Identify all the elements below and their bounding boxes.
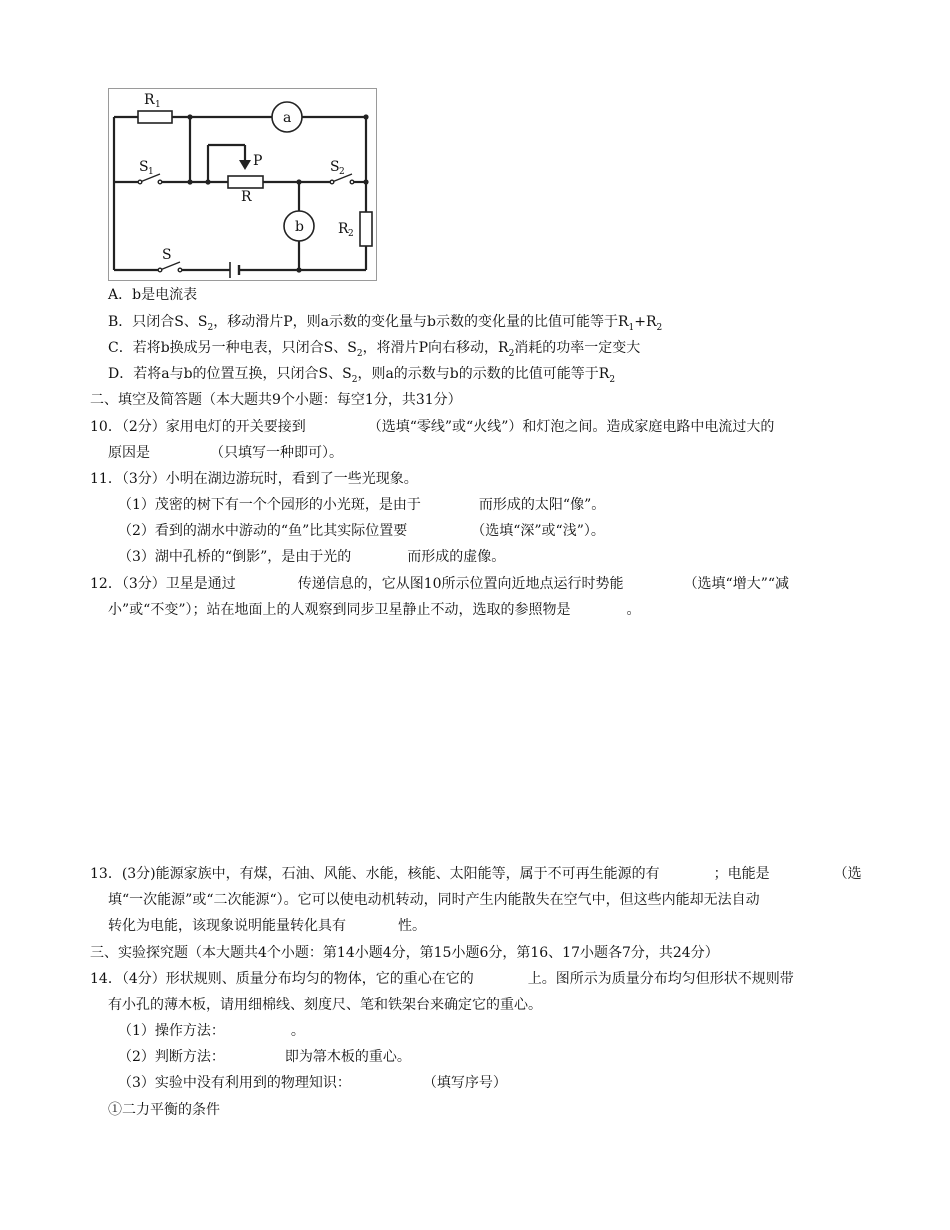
slider-arrow — [239, 160, 251, 170]
section-3-heading: 三、实验探究题（本大题共4个小题：第14小题4分，第15小题6分，第16、17小题各7分，共24分） — [90, 945, 719, 961]
switch-s — [160, 262, 180, 270]
option-d: D．若将a与b的位置互换，只闭合S、$S_2$，则a的示数与b的示数的比值可能等于$R_2$ — [108, 366, 616, 385]
rheostat-r — [228, 176, 263, 188]
q13-line1: 13．(3分)能源家族中，有煤，石油、风能、水能，核能、太阳能等，属于不可再生能源的有 ；电能是 （选 — [90, 866, 862, 882]
q14-part2: （2）判断方法： 即为箒木板的重心。 — [118, 1049, 411, 1065]
option-c: C．若将b换成另一种电表，只闭合S、$S_2$，将滑片P向右移动，$R_2$消耗的功率一定变大 — [108, 340, 641, 359]
q14-line2: 有小孔的薄木板，请用细棉线、刻度尺、笔和铁架台来确定它的重心。 — [108, 997, 542, 1013]
label-a: a — [283, 110, 292, 126]
option-b: B．只闭合S、$S_2$，移动滑片P，则a示数的变化量与b示数的变化量的比值可能等于$R_1+R_2$ — [108, 314, 663, 333]
q12-line2: 小”或“不变”）；站在地面上的人观察到同步卫星静止不动，选取的参照物是 。 — [108, 602, 641, 618]
q11-part3: （3）湖中孔桥的“倒影”，是由于光的 而形成的虚像。 — [118, 549, 506, 565]
q11-head: 11．（3分）小明在湖边游玩时，看到了一些光现象。 — [90, 471, 418, 487]
label-r1: R — [144, 92, 155, 108]
q13-line3: 转化为电能，该现象说明能量转化具有 性。 — [108, 918, 426, 934]
q14-line1: 14．（4分）形状规则、质量分布均匀的物体，它的重心在它的 上。图所示为质量分布均匀但形状不规则带 — [90, 971, 794, 987]
label-s1-sub: 1 — [148, 167, 154, 177]
q10-line2: 原因是 （只填写一种即可）。 — [108, 445, 343, 461]
q13-line2: 填“一次能源”或“二次能源“）。它可以使电动机转动，同时产生内能散失在空气中，但这些内能却无法自动 — [108, 892, 760, 908]
label-r: R — [241, 189, 252, 205]
q11-part2: （2）看到的湖水中游动的“鱼”比其实际位置要 （选填“深”或“浅”）。 — [118, 523, 605, 539]
resistor-r1 — [138, 111, 172, 123]
q14-option-1: ①二力平衡的条件 — [108, 1102, 220, 1118]
label-s: S — [162, 247, 172, 263]
label-r2-sub: 2 — [348, 229, 354, 239]
label-r1-sub: 1 — [155, 100, 161, 110]
label-p: P — [253, 153, 263, 169]
q12-line1: 12．（3分）卫星是通过 传递信息的，它从图10所示位置向近地点运行时势能 （选填“增大”“减 — [90, 576, 790, 592]
option-a: A．b是电流表 — [108, 287, 198, 303]
q14-part3: （3）实验中没有利用到的物理知识： （填写序号） — [118, 1075, 507, 1091]
q11-part1: （1）茂密的树下有一个个园形的小光斑，是由于 而形成的太阳“像”。 — [118, 497, 606, 513]
circuit-diagram — [108, 88, 380, 283]
label-s1: S — [139, 159, 149, 175]
label-r2: R — [338, 221, 349, 237]
label-b: b — [295, 219, 304, 235]
label-s2: S — [330, 159, 340, 175]
section-2-heading: 二、填空及简答题（本大题共9个小题：每空1分，共31分） — [90, 392, 462, 408]
q10-line1: 10．（2分）家用电灯的开关要接到 （选填“零线”或“火线”）和灯泡之间。造成家庭电路中电流过大的 — [90, 419, 775, 435]
resistor-r2 — [360, 212, 372, 246]
label-s2-sub: 2 — [339, 167, 345, 177]
q14-part1: （1）操作方法： 。 — [118, 1023, 305, 1039]
